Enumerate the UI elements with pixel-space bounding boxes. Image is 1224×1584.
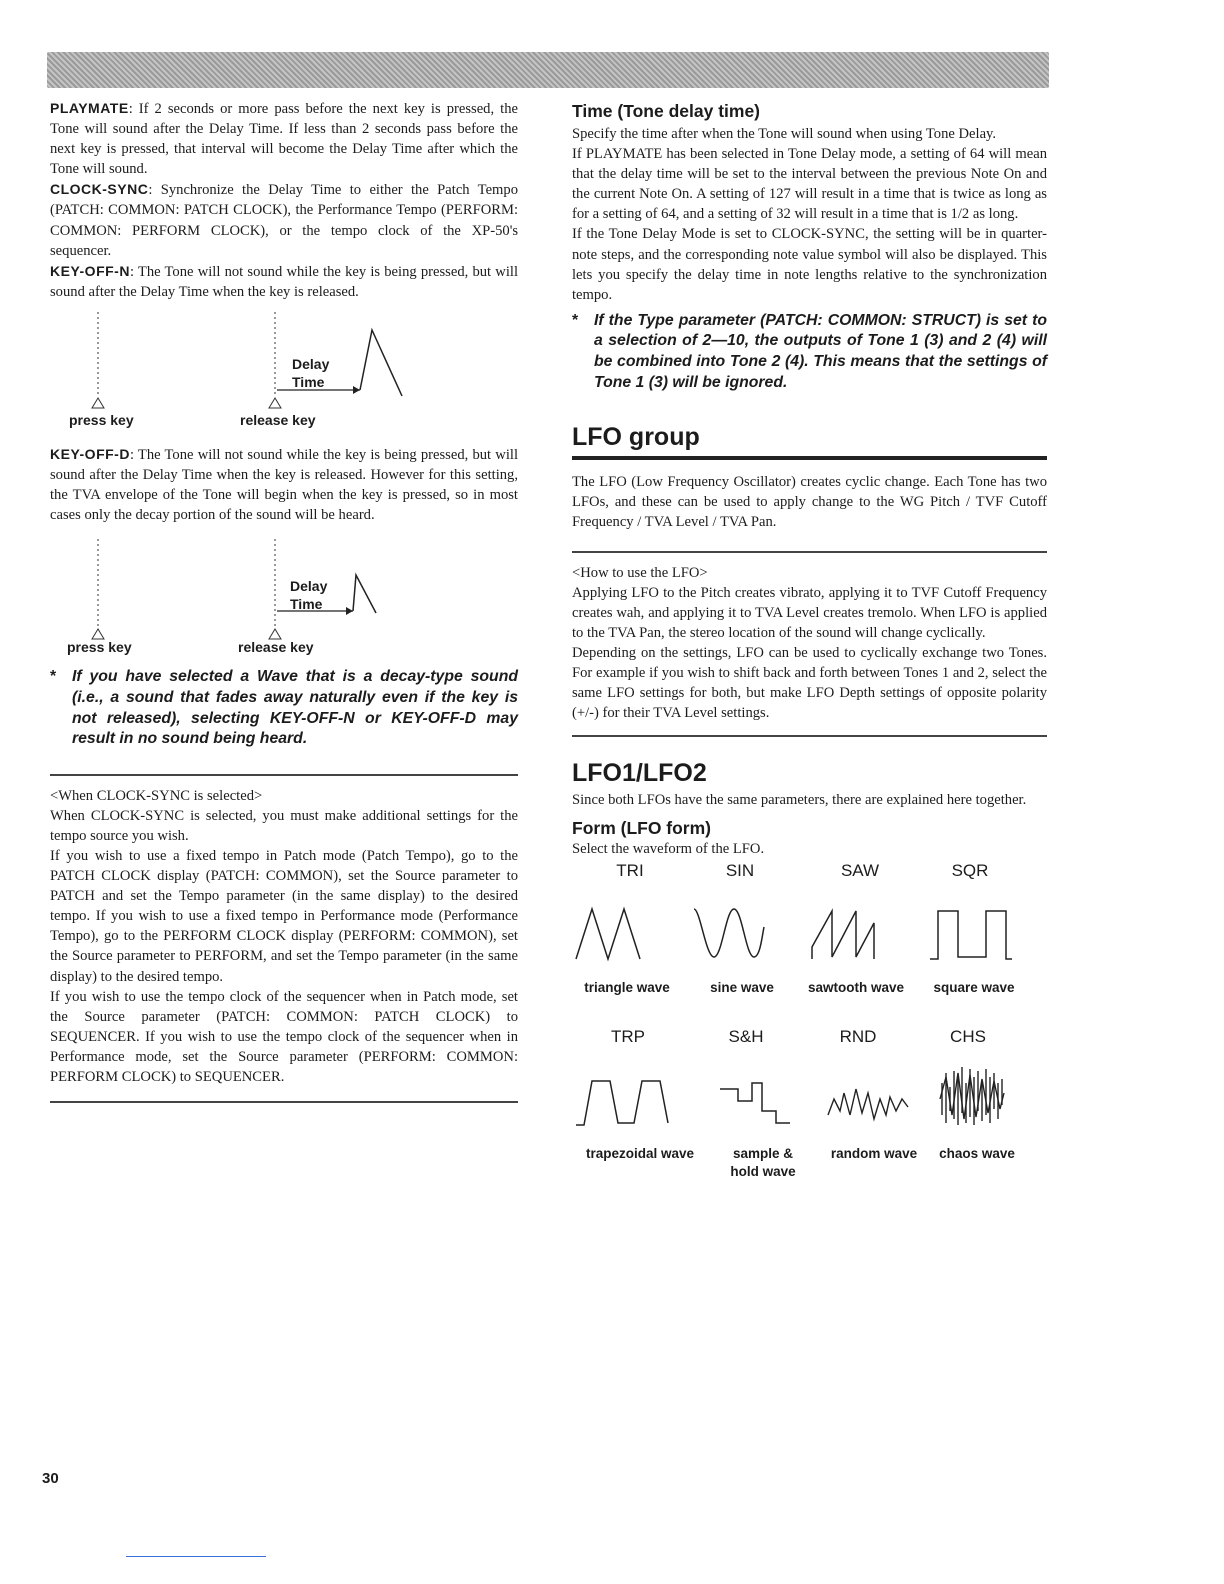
playmate-text: : If 2 seconds or more pass before the next key is pressed, the Tone will sound after the Delay Time. If less than 2 seconds pass before the next key is pressed, that interval will become the Delay Time after which the Tone will sound. bbox=[50, 101, 518, 178]
how-box-p1: Applying LFO to the Pitch creates vibrato, applying it to TVF Cutoff Frequency creates wah, and applying it to TVA Level creates tremolo. When LFO is applied to the TVA Pan, the stereo location of the sound will change cyclically. bbox=[572, 584, 1047, 641]
form-paragraph: Select the waveform of the LFO. bbox=[572, 841, 765, 858]
struct-note-text: If the Type parameter (PATCH: COMMON: STRUCT) is set to a selection of 2—10, the outputs of Tone 1 (3) and 2 (4) will be combined into Tone 2 (4). This means that the settings of Tone 1 (3) will be ignored. bbox=[594, 311, 1047, 391]
wave-code-chs: CHS bbox=[950, 1027, 986, 1047]
chaos-wave-icon bbox=[940, 1067, 1004, 1125]
time-label: Time bbox=[292, 373, 325, 390]
playmate-term: PLAYMATE bbox=[50, 100, 129, 116]
lfo1-lfo2-heading: LFO1/LFO2 bbox=[572, 759, 707, 788]
clock-sync-text: : Synchronize the Delay Time to either the Patch Tempo (PATCH: COMMON: PATCH CLOCK), the Performance Tempo (PERFORM: COMMON: PERFORM CLOCK), or the tempo clock of the XP-50's sequencer. bbox=[50, 182, 518, 259]
square-wave-icon bbox=[930, 911, 1012, 959]
bottom-link-underline bbox=[126, 1556, 266, 1557]
key-off-d-term: KEY-OFF-D bbox=[50, 445, 130, 462]
random-wave-icon bbox=[828, 1089, 908, 1119]
wave-desc-chaos: chaos wave bbox=[939, 1146, 1015, 1162]
time-paragraph-1: Specify the time after when the Tone will sound when using Tone Delay. bbox=[572, 126, 997, 142]
how-box-p2: Depending on the settings, LFO can be used to cyclically exchange two Tones. For example if you wish to shift back and forth between Tones 1 and 2, select the same LFO settings for both, but make LFO Depth settings of opposite polarity (+/-) for their TVA Level settings. bbox=[572, 644, 1047, 722]
triangle-wave-icon bbox=[576, 909, 640, 959]
clock-box-p2: If you wish to use a fixed tempo in Patch mode (Patch Tempo), go to the PATCH CLOCK display (PATCH: COMMON), set the Source parameter to PATCH and set the Tempo parameter (in the same display) to the desired tempo. If you wish to use a fixed tempo in Performance mode (Performance Tempo), go to the PERFORM CLOCK display (PERFORM: COMMON), set the Source parameter to PERFORM, and set the Tempo parameter (in the same display) to the desired tempo. bbox=[50, 847, 518, 985]
release-key-label: release key bbox=[238, 639, 314, 656]
playmate-paragraph bbox=[50, 98, 518, 179]
time-paragraph-3: If the Tone Delay Mode is set to CLOCK-SYNC, the setting will be in quarter-note steps, and the corresponding note value symbol will also be displayed. This lets you specify the delay time in note lengths relative to the synchronization tempo. bbox=[572, 226, 1047, 303]
waveform-chart bbox=[572, 859, 1047, 1179]
wave-desc-square: square wave bbox=[933, 980, 1015, 996]
wave-desc-trapezoidal: trapezoidal wave bbox=[585, 1146, 695, 1162]
wave-desc-sawtooth: sawtooth wave bbox=[807, 980, 905, 996]
sine-wave-icon bbox=[694, 909, 764, 957]
lfo-group-heading: LFO group bbox=[572, 423, 700, 452]
decay-wave-note: * If you have selected a Wave that is a decay-type sound (i.e., a sound that fades away naturally even if the key is not released), selecting KEY-OFF-N or KEY-OFF-D may result in no sound being heard. bbox=[50, 668, 518, 748]
page-number: 30 bbox=[42, 1470, 59, 1487]
wave-code-trp: TRP bbox=[611, 1027, 645, 1047]
lfo-group-underline bbox=[572, 456, 1047, 460]
lfo12-paragraph: Since both LFOs have the same parameters, there are explained here together. bbox=[572, 792, 1027, 809]
time-paragraph-2: If PLAYMATE has been selected in Tone Delay mode, a setting of 64 will mean that the delay time will be set to the interval between the previous Note On and the current Note On. A setting of 127 will result in a time that is twice as long as for a setting of 64, and a setting of 32 will result in a time that is 1/2 as long. bbox=[572, 146, 1047, 223]
wave-code-rnd: RND bbox=[839, 1027, 877, 1047]
left-column bbox=[50, 98, 518, 1103]
struct-note: * If the Type parameter (PATCH: COMMON: STRUCT) is set to a selection of 2—10, the outputs of Tone 1 (3) and 2 (4) will be combined into Tone 2 (4). This means that the settings of Tone 1 (3) will be ignored. bbox=[572, 311, 1047, 391]
key-off-d-diagram bbox=[50, 525, 518, 657]
wave-code-sqr: SQR bbox=[951, 861, 989, 881]
divider bbox=[50, 1101, 518, 1103]
sawtooth-wave-icon bbox=[812, 911, 874, 959]
clock-box-heading: <When CLOCK-SYNC is selected> bbox=[50, 787, 263, 804]
wave-code-sin: SIN bbox=[725, 861, 755, 881]
wave-desc-random: random wave bbox=[830, 1146, 918, 1162]
header-bar bbox=[47, 52, 1049, 88]
waveforms-row1 bbox=[572, 887, 1047, 967]
decay-wave-note-text: If you have selected a Wave that is a decay-type sound (i.e., a sound that fades away naturally even if the key is not released), selecting KEY-OFF-N or KEY-OFF-D may result in no sound being heard. bbox=[72, 668, 518, 748]
press-key-label: press key bbox=[67, 639, 132, 656]
clock-box-p3: If you wish to use the tempo clock of the sequencer when in Patch mode, set the Source parameter (PATCH: COMMON: PATCH CLOCK) to SEQUENCER. If you wish to use the tempo clock of the sequencer when in Performance mode, set the Source parameter (PERFORM: COMMON: PERFORM CLOCK) to SEQUENCER. bbox=[50, 988, 518, 1085]
waveforms-row2 bbox=[572, 1053, 1047, 1133]
key-off-d-paragraph bbox=[50, 444, 518, 525]
trapezoidal-wave-icon bbox=[576, 1081, 668, 1125]
key-off-n-diagram bbox=[50, 302, 518, 430]
clock-box-p1: When CLOCK-SYNC is selected, you must make additional settings for the tempo source you wish. bbox=[50, 807, 518, 844]
time-label: Time bbox=[290, 596, 323, 613]
how-box-heading: <How to use the LFO> bbox=[572, 564, 708, 581]
key-off-n-text: : The Tone will not sound while the key is being pressed, but will sound after the Delay Time when the key is released. bbox=[50, 263, 518, 300]
wave-code-saw: SAW bbox=[840, 861, 880, 881]
lfo-group-paragraph: The LFO (Low Frequency Oscillator) creates cyclic change. Each Tone has two LFOs, and these can be used to apply change to the WG Pitch / TVF Cutoff Frequency / TVA Level / TVA Pan. bbox=[572, 474, 1047, 531]
key-off-n-diagram-graphic bbox=[50, 308, 518, 412]
wave-code-sh: S&H bbox=[728, 1027, 764, 1047]
how-to-use-lfo-box bbox=[572, 553, 1047, 724]
key-off-d-text: : The Tone will not sound while the key is being pressed, but will sound after the Delay Time when the key is released. However for this setting, the TVA envelope of the Tone will begin when the key is pressed, so in most cases only the decay portion of the sound will be heard. bbox=[50, 446, 518, 524]
right-column bbox=[572, 98, 1047, 1179]
clock-sync-paragraph bbox=[50, 179, 518, 260]
wave-desc-sample-hold: sample & hold wave bbox=[730, 1146, 796, 1180]
delay-label: Delay bbox=[292, 355, 330, 372]
clock-sync-term: CLOCK-SYNC bbox=[50, 181, 149, 198]
wave-desc-triangle: triangle wave bbox=[584, 980, 670, 996]
divider bbox=[572, 735, 1047, 737]
press-key-label: press key bbox=[69, 411, 134, 428]
sample-and-hold-wave-icon bbox=[720, 1083, 790, 1123]
clock-sync-box bbox=[50, 776, 518, 1087]
form-heading: Form (LFO form) bbox=[572, 818, 712, 839]
release-key-label: release key bbox=[240, 411, 316, 428]
key-off-n-term: KEY-OFF-N bbox=[50, 262, 130, 279]
wave-code-tri: TRI bbox=[616, 861, 644, 881]
key-off-n-paragraph bbox=[50, 261, 518, 302]
time-heading: Time (Tone delay time) bbox=[572, 101, 761, 121]
wave-desc-sine: sine wave bbox=[710, 980, 774, 996]
key-off-d-diagram-graphic bbox=[50, 533, 518, 641]
delay-label: Delay bbox=[290, 578, 328, 595]
